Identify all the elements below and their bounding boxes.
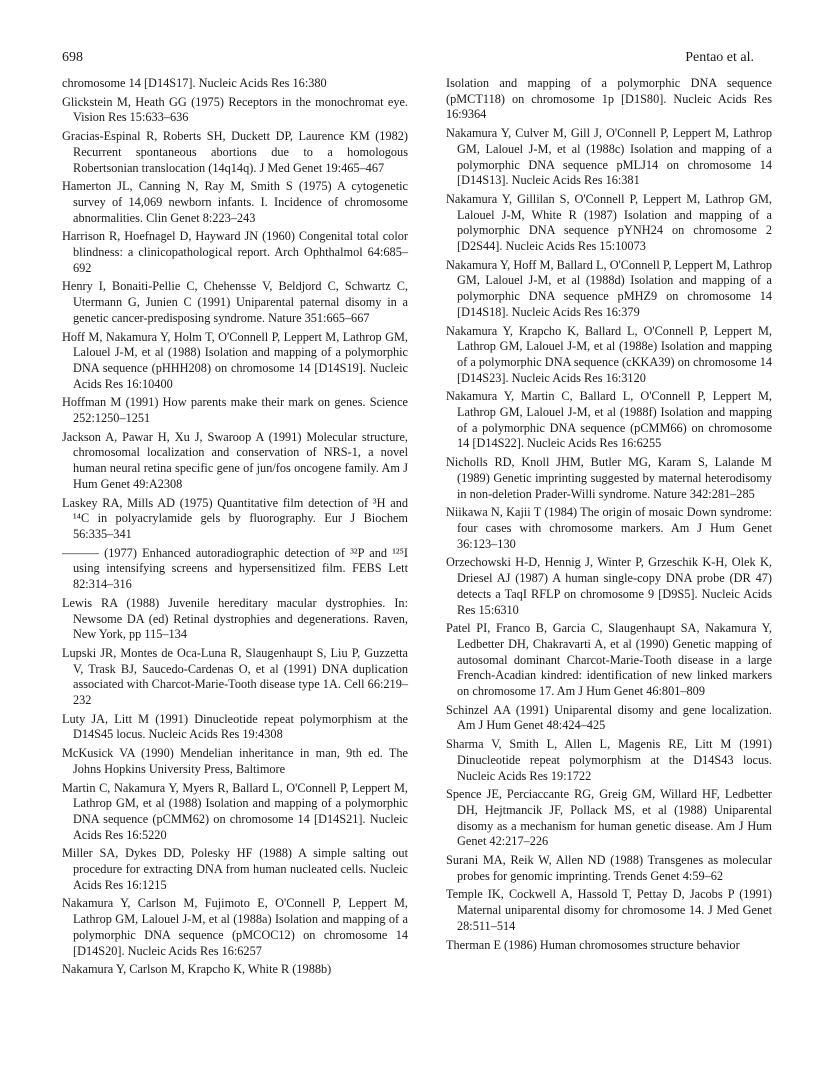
reference-entry: Nicholls RD, Knoll JHM, Butler MG, Karam S, Lalande M (1989) Genetic imprinting suggested by maternal heterodisomy in non-deletion Prader-Willi syndrome. Nature 342:281–285 [446, 455, 772, 501]
reference-entry: Nakamura Y, Krapcho K, Ballard L, O'Connell P, Leppert M, Lathrop GM, Lalouel J-M, et al (1988e) Isolation and mapping of a polymorphic DNA sequence (cKKA39) on chromosome 14 [D14S23]. Nucleic Acids Res 16:3120 [446, 323, 772, 385]
reference-entry: Lewis RA (1988) Juvenile hereditary macular dystrophies. In: Newsome DA (ed) Retinal dystrophies and degenerations. Raven, New York, pp 115–134 [62, 595, 408, 642]
reference-entry: ——— (1977) Enhanced autoradiographic detection of ³²P and ¹²⁵I using intensifying screens and hypersensitized film. FEBS Lett 82:314–316 [62, 545, 408, 592]
reference-entry: Sharma V, Smith L, Allen L, Magenis RE, Litt M (1991) Dinucleotide repeat polymorphism at the D14S43 locus. Nucleic Acids Res 19:1722 [446, 737, 772, 783]
reference-entry: Nakamura Y, Martin C, Ballard L, O'Connell P, Leppert M, Lathrop GM, Lalouel J-M, et al (1988f) Isolation and mapping of a polymorphic DNA sequence (pCMM66) on chromosome 14 [D14S22]. Nucleic Acids Res 16:6255 [446, 389, 772, 451]
reference-entry: Hamerton JL, Canning N, Ray M, Smith S (1975) A cytogenetic survey of 14,069 newborn infants. I. Incidence of chromosome abnormalities. Clin Genet 8:223–243 [62, 179, 408, 225]
reference-entry: Henry I, Bonaiti-Pellie C, Chehensse V, Beldjord C, Schwartz C, Utermann G, Junien C (1991) Uniparental paternal disomy in a genetic cancer-predisposing syndrome. Nature 351:665–667 [62, 279, 408, 325]
reference-entry: chromosome 14 [D14S17]. Nucleic Acids Res 16:380 [62, 76, 327, 90]
reference-entry: Hoffman M (1991) How parents make their mark on genes. Science 252:1250–1251 [62, 395, 408, 426]
reference-entry: McKusick VA (1990) Mendelian inheritance in man, 9th ed. The Johns Hopkins University Press, Baltimore [62, 746, 408, 776]
reference-entry: Luty JA, Litt M (1991) Dinucleotide repeat polymorphism at the D14S45 locus. Nucleic Acids Res 19:4308 [62, 711, 408, 742]
reference-entry: Patel PI, Franco B, Garcia C, Slaugenhaupt SA, Nakamura Y, Ledbetter DH, Chakravarti A, et al (1990) Genetic mapping of autosomal dominant Charcot-Marie-Tooth disease in a large French-Acadian kindred: identification of new linked markers on chromosome 17. Am J Hum Genet 46:801–809 [446, 621, 772, 699]
reference-entry: Miller SA, Dykes DD, Polesky HF (1988) A simple salting out procedure for extracting DNA from human nucleated cells. Nucleic Acids Res 16:1215 [62, 846, 408, 892]
reference-entry: Isolation and mapping of a polymorphic DNA sequence (pMCT118) on chromosome 1p [D1S80]. Nucleic Acids Res 16:9364 [446, 76, 772, 122]
reference-entry: Therman E (1986) Human chromosomes structure behavior [446, 937, 740, 952]
reference-entry: Nakamura Y, Hoff M, Ballard L, O'Connell P, Leppert M, Lathrop GM, Lalouel J-M, et al (1988d) Isolation and mapping of a polymorphic DNA sequence pMHZ9 on chromosome 14 [D14S18]. Nucleic Acids Res 16:379 [446, 257, 772, 319]
reference-entry: Nakamura Y, Carlson M, Krapcho K, White R (1988b) [62, 962, 332, 977]
reference-entry: Glickstein M, Heath GG (1975) Receptors in the monochromat eye. Vision Res 15:633–636 [62, 94, 408, 125]
reference-entry: Martin C, Nakamura Y, Myers R, Ballard L, O'Connell P, Leppert M, Lathrop GM, et al (1988) Isolation and mapping of a polymorphic DNA sequence (pCMM62) on chromosome 14 [D14S21]. Nucleic Acids Res 16:5220 [62, 780, 408, 842]
reference-entry: Surani MA, Reik W, Allen ND (1988) Transgenes as molecular probes for genomic imprinting. Trends Genet 4:59–62 [446, 853, 772, 883]
left-column [62, 76, 408, 981]
reference-entry: Nakamura Y, Carlson M, Fujimoto E, O'Connell P, Leppert M, Lathrop GM, Lalouel J-M, et al (1988a) Isolation and mapping of a polymorphic DNA sequence (pMCOC12) on chromosome 14 [D14S20]. Nucleic Acids Res 16:6257 [62, 896, 408, 958]
reference-entry: Temple IK, Cockwell A, Hassold T, Pettay D, Jacobs P (1991) Maternal uniparental disomy for chromosome 14. J Med Genet 28:511–514 [446, 887, 772, 933]
page-number: 698 [62, 50, 83, 65]
reference-entry: Hoff M, Nakamura Y, Holm T, O'Connell P, Leppert M, Lathrop GM, Lalouel J-M, et al (1988) Isolation and mapping of a polymorphic DNA sequence (pHHH208) on chromosome 14 [D14S19]. Nucleic Acids Res 16:10400 [62, 329, 408, 391]
reference-entry: Gracias-Espinal R, Roberts SH, Duckett DP, Laurence KM (1982) Recurrent spontaneous abortions due to a homologous Robertsonian translocation (14q14q). J Med Genet 19:465–467 [62, 129, 408, 175]
reference-entry: Schinzel AA (1991) Uniparental disomy and gene localization. Am J Hum Genet 48:424–425 [446, 702, 772, 733]
reference-entry: Lupski JR, Montes de Oca-Luna R, Slaugenhaupt S, Liu P, Guzzetta V, Trask BJ, Saucedo-Cardenas O, et al (1991) DNA duplication associated with Charcot-Marie-Tooth disease type 1A. Cell 66:219–232 [62, 645, 408, 708]
reference-entry: Harrison R, Hoefnagel D, Hayward JN (1960) Congenital total color blindness: a clinicopathological report. Arch Ophthalmol 64:685–692 [62, 229, 408, 275]
reference-entry: Nakamura Y, Culver M, Gill J, O'Connell P, Leppert M, Lathrop GM, Lalouel J-M, et al (1988c) Isolation and mapping of a polymorphic DNA sequence pMLJ14 on chromosome 14 [D14S13]. Nucleic Acids Res 16:381 [446, 126, 772, 188]
reference-entry: Nakamura Y, Gillilan S, O'Connell P, Leppert M, Lathrop GM, Lalouel J-M, White R (1987) Isolation and mapping of a polymorphic DNA sequence pYNH24 on chromosome 2 [D2S44]. Nucleic Acids Res 15:10073 [446, 191, 772, 254]
reference-entry: Spence JE, Perciaccante RG, Greig GM, Willard HF, Ledbetter DH, Hejtmancik JF, Pollack MS, et al (1988) Uniparental disomy as a mechanism for human genetic disease. Am J Hum Genet 42:217–226 [446, 787, 772, 849]
page-header [0, 50, 816, 72]
running-head: Pentao et al. [685, 50, 754, 65]
right-column [446, 76, 772, 956]
reference-entry: Niikawa N, Kajii T (1984) The origin of mosaic Down syndrome: four cases with chromosome markers. Am J Hum Genet 36:123–130 [446, 505, 772, 551]
reference-entry: Orzechowski H-D, Hennig J, Winter P, Grzeschik K-H, Olek K, Driesel AJ (1987) A human single-copy DNA probe (DR 47) detects a TaqI RFLP on chromosome 9 [D9S5]. Nucleic Acids Res 15:6310 [446, 555, 772, 617]
reference-entry: Laskey RA, Mills AD (1975) Quantitative film detection of ³H and ¹⁴C in polyacrylamide gels by fluorography. Eur J Biochem 56:335–341 [62, 495, 408, 541]
reference-entry: Jackson A, Pawar H, Xu J, Swaroop A (1991) Molecular structure, chromosomal localization and conservation of NRS-1, a novel human neural retina specific gene of jun/fos oncogene family. Am J Hum Genet 49:A2308 [62, 429, 408, 491]
